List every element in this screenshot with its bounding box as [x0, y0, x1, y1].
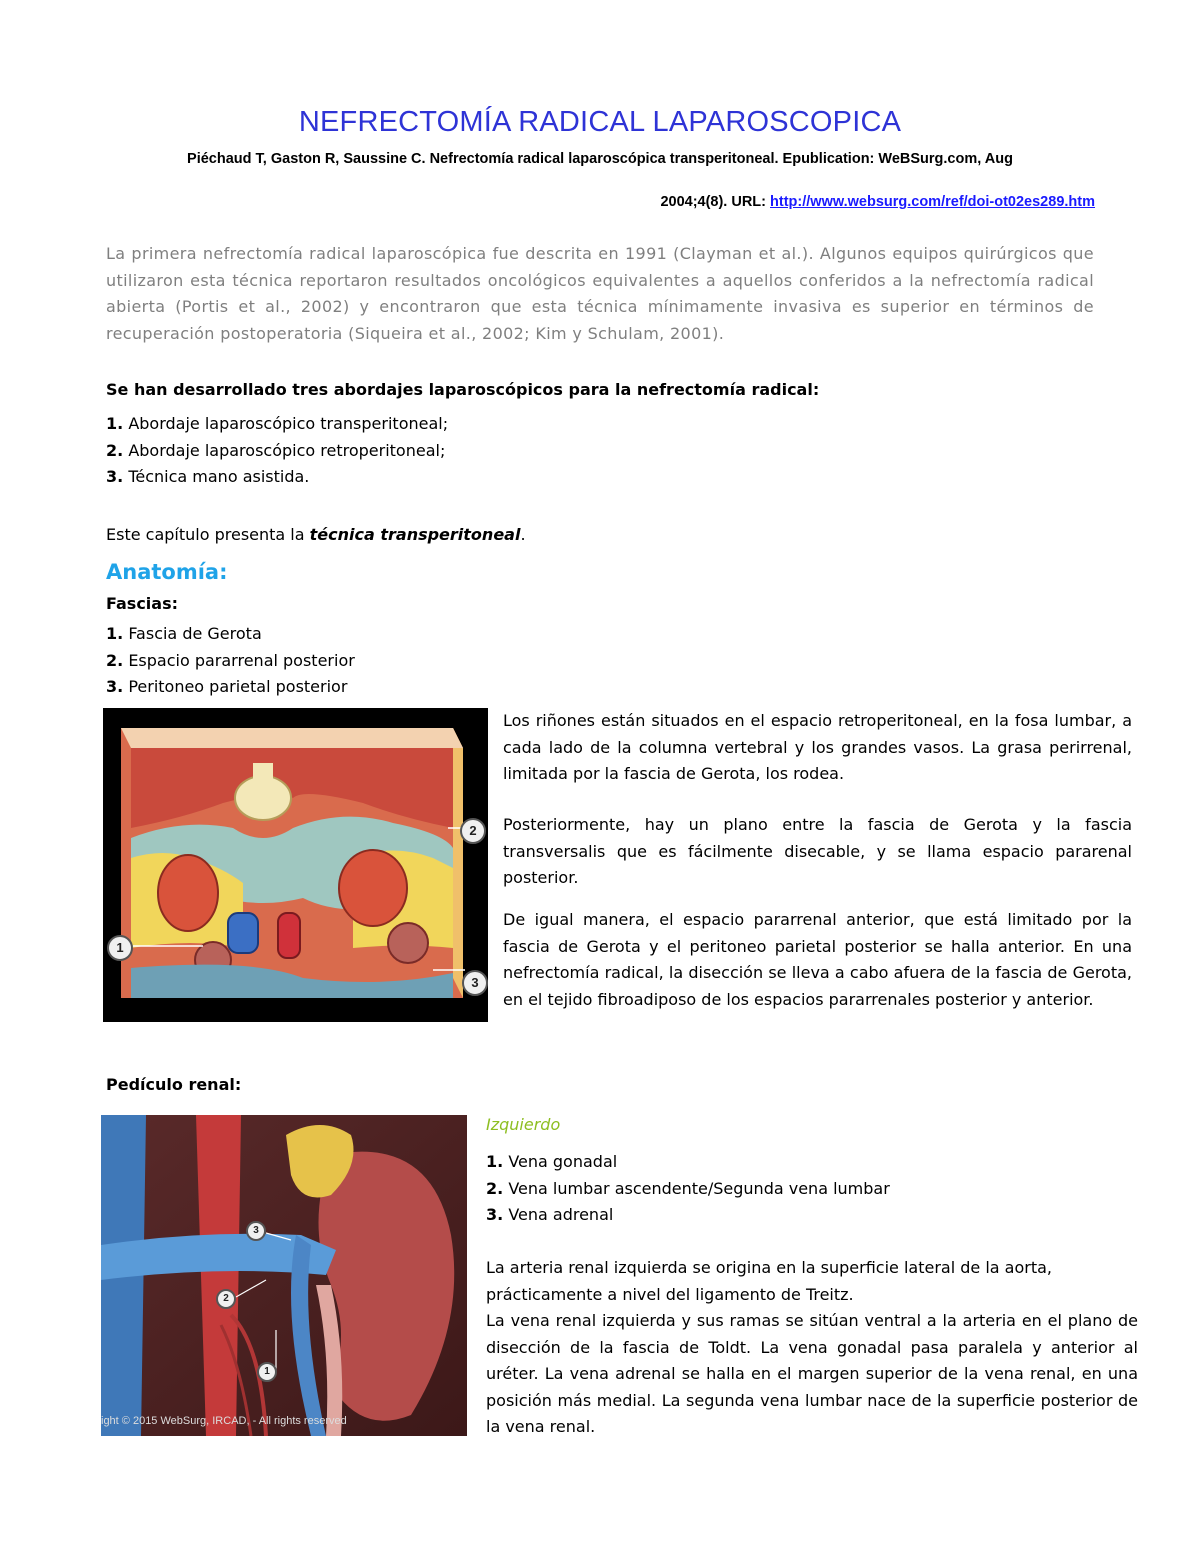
anatomy-paragraph-3: De igual manera, el espacio pararrenal anterior, que está limitado por la fascia de Gerota y el peritoneo parietal posterior se halla anterior. En una nefrectomía radical, la disección se lleva a cabo afuera de la fascia de Gerota, en el tejido fibroadiposo de los espacios pararrenales posterior y anterior.	[503, 910, 1132, 1009]
anatomy-paragraph-2: Posteriormente, hay un plano entre la fascia de Gerota y la fascia transversalis que es fácilmente disecable, y se llama espacio pararenal posterior.	[503, 815, 1132, 887]
citation-line-2	[660, 194, 1095, 210]
chapter-emphasis: técnica transperitoneal	[309, 525, 521, 544]
callout-1: 1	[257, 1362, 277, 1382]
callout-3: 3	[462, 970, 488, 996]
citation-line-1: Piéchaud T, Gaston R, Saussine C. Nefrectomía radical laparoscópica transperitoneal. Epublication: WeBSurg.com, Aug	[187, 151, 1013, 167]
renal-pedicle-illustration	[101, 1115, 467, 1436]
kidney-cross-section-figure	[103, 708, 488, 1022]
list-item: 2. Espacio pararrenal posterior	[106, 650, 355, 670]
pedicle-heading: Pedículo renal:	[106, 1075, 242, 1094]
list-item: 3. Peritoneo parietal posterior	[106, 677, 348, 696]
anatomy-paragraph-1: Los riñones están situados en el espacio retroperitoneal, en la fosa lumbar, a cada lado de la columna vertebral y los grandes vasos. La grasa perirrenal, limitada por la fascia de Gerota, los rodea.	[503, 711, 1132, 783]
callout-3: 3	[246, 1221, 266, 1241]
list-item: 3. Vena adrenal	[486, 1205, 614, 1224]
list-item: 2. Vena lumbar ascendente/Segunda vena lumbar	[486, 1178, 890, 1198]
intro-paragraph: La primera nefrectomía radical laparoscópica fue descrita en 1991 (Clayman et al.). Algunos equipos quirúrgicos que utilizaron esta técnica reportaron resultados oncológicos equivalentes a aquellos conferidos a la nefrectomía radical abierta (Portis et al., 2002) y encontraron que esta técnica mínimamente invasiva es superior en términos de recuperación postoperatoria (Siqueira et al., 2002; Kim y Schulam, 2001).	[106, 244, 1094, 343]
pedicle-side-label: Izquierdo	[486, 1115, 561, 1134]
list-item: 2. Abordaje laparoscópico retroperitoneal;	[106, 440, 446, 460]
list-item: 1. Fascia de Gerota	[106, 624, 262, 643]
callout-2: 2	[460, 818, 486, 844]
cross-section-illustration	[103, 708, 488, 1022]
list-item: 3. Técnica mano asistida.	[106, 467, 310, 486]
chapter-sentence: Este capítulo presenta la técnica transperitoneal.	[106, 525, 526, 544]
pedicle-paragraph-2: La vena renal izquierda y sus ramas se sitúan ventral a la arteria en el plano de disección de la fascia de Toldt. La vena gonadal pasa paralela y anterior al uréter. La vena adrenal se halla en el margen superior de la vena renal, en una posición más medial. La segunda vena lumbar nace de la superficie posterior de la vena renal.	[486, 1311, 1138, 1436]
callout-2: 2	[216, 1289, 236, 1309]
anatomy-heading: Anatomía:	[106, 560, 228, 584]
list-item: 1. Abordaje laparoscópico transperitoneal;	[106, 414, 449, 433]
document-title: NEFRECTOMÍA RADICAL LAPAROSCOPICA	[298, 106, 902, 138]
list-item: 1. Vena gonadal	[486, 1152, 618, 1171]
callout-1: 1	[107, 935, 133, 961]
approaches-list	[106, 411, 448, 491]
fascias-label: Fascias:	[106, 594, 178, 613]
image-watermark: ight © 2015 WebSurg, IRCAD, - All rights reserved	[101, 1415, 347, 1427]
approaches-heading: Se han desarrollado tres abordajes laparoscópicos para la nefrectomía radical:	[106, 380, 820, 399]
pedicle-list	[486, 1149, 890, 1229]
renal-pedicle-figure	[101, 1115, 467, 1436]
pedicle-paragraph-1: La arteria renal izquierda se origina en la superficie lateral de la aorta, prácticamente a nivel del ligamento de Treitz.	[486, 1258, 1052, 1304]
fascias-list	[106, 621, 355, 701]
citation-prefix: 2004;4(8). URL:	[660, 194, 771, 210]
citation-url-link[interactable]: http://www.websurg.com/ref/doi-ot02es289.htm	[770, 194, 1095, 210]
